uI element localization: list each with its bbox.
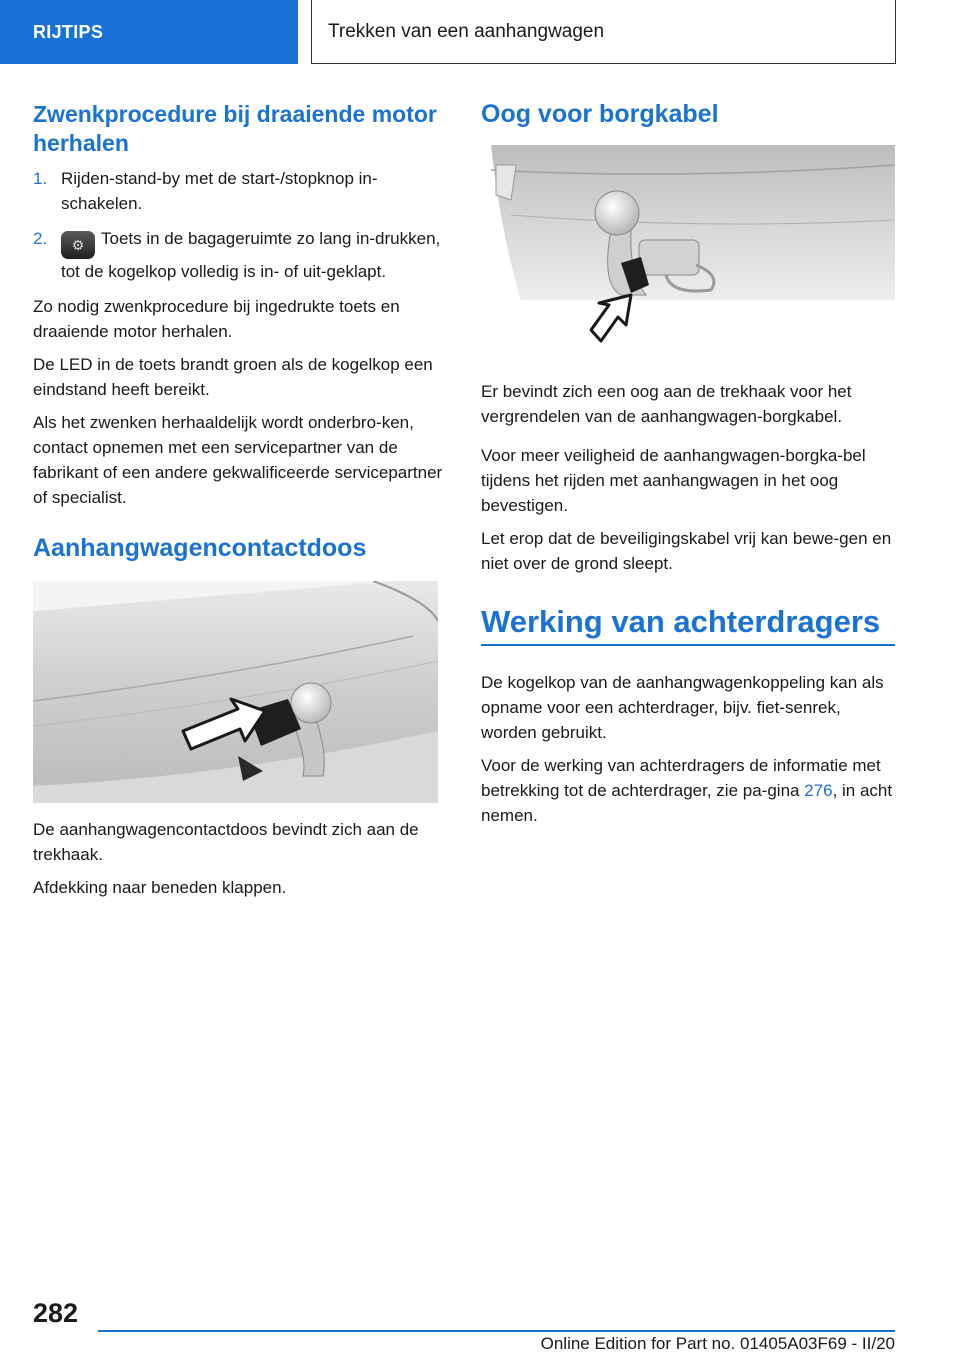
- right-column: [481, 100, 895, 836]
- paragraph: De kogelkop van de aanhangwagenkoppeling kan als opname voor een achterdrager, bijv. fiet-senrek, worden gebruikt.: [481, 673, 884, 742]
- step-number: 1.: [33, 169, 48, 188]
- heading-swivel-procedure: Zwenkprocedure bij draaiende motor herhalen: [33, 101, 437, 156]
- paragraph: [481, 753, 895, 828]
- list-item: [33, 166, 448, 216]
- hitch-button-icon: ⚙: [61, 231, 95, 259]
- chapter-title: Trekken van een aanhangwagen: [311, 0, 896, 64]
- section-tab: RIJTIPS: [0, 0, 298, 64]
- paragraph: Er bevindt zich een oog aan de trekhaak voor het vergrendelen van de aanhangwagen-borgkabel.: [481, 382, 852, 426]
- page-link[interactable]: 276: [804, 781, 833, 800]
- heading-trailer-socket: Aanhangwagencontactdoos: [33, 534, 367, 562]
- page-number: 282: [33, 1298, 79, 1328]
- footer-divider: [98, 1330, 895, 1332]
- trailer-socket-illustration: [33, 581, 438, 803]
- list-item: [33, 226, 448, 284]
- paragraph: Zo nodig zwenkprocedure bij ingedrukte toets en draaiende motor herhalen.: [33, 297, 400, 341]
- footer-edition: Online Edition for Part no. 01405A03F69 - II/20: [540, 1334, 895, 1353]
- paragraph-text: , in acht nemen.: [481, 781, 893, 825]
- step-number: 2.: [33, 229, 48, 248]
- steps-list: [33, 166, 448, 284]
- paragraph: De LED in de toets brandt groen als de kogelkop een eindstand heeft bereikt.: [33, 355, 433, 399]
- step-text: Toets in de bagageruimte zo lang in-drukken, tot de kogelkop volledig is in- of uit-geklapt.: [61, 229, 441, 281]
- paragraph: Als het zwenken herhaaldelijk wordt onderbro-ken, contact opnemen met een servicepartner van de fabrikant of een andere gekwalificeerde servicepartner of specialist.: [33, 413, 443, 507]
- paragraph: Afdekking naar beneden klappen.: [33, 878, 287, 897]
- paragraph: De aanhangwagencontactdoos bevindt zich aan de trekhaak.: [33, 820, 419, 864]
- paragraph: Let erop dat de beveiligingskabel vrij kan bewe-gen en niet over de grond sleept.: [481, 529, 892, 573]
- step-text: Rijden-stand-by met de start-/stopknop in-schakelen.: [61, 169, 378, 213]
- safety-cable-eye-illustration: [481, 145, 895, 355]
- paragraph-text: Voor de werking van achterdragers de informatie met betrekking tot de achterdrager, zie pa-gina: [481, 756, 881, 800]
- heading-safety-eye: Oog voor borgkabel: [481, 100, 719, 128]
- left-column: [33, 100, 448, 908]
- heading-rear-carriers: Werking van achterdragers: [481, 602, 895, 646]
- paragraph: Voor meer veiligheid de aanhangwagen-borgka-bel tijdens het rijden met aanhangwagen in het oog bevestigen.: [481, 446, 866, 515]
